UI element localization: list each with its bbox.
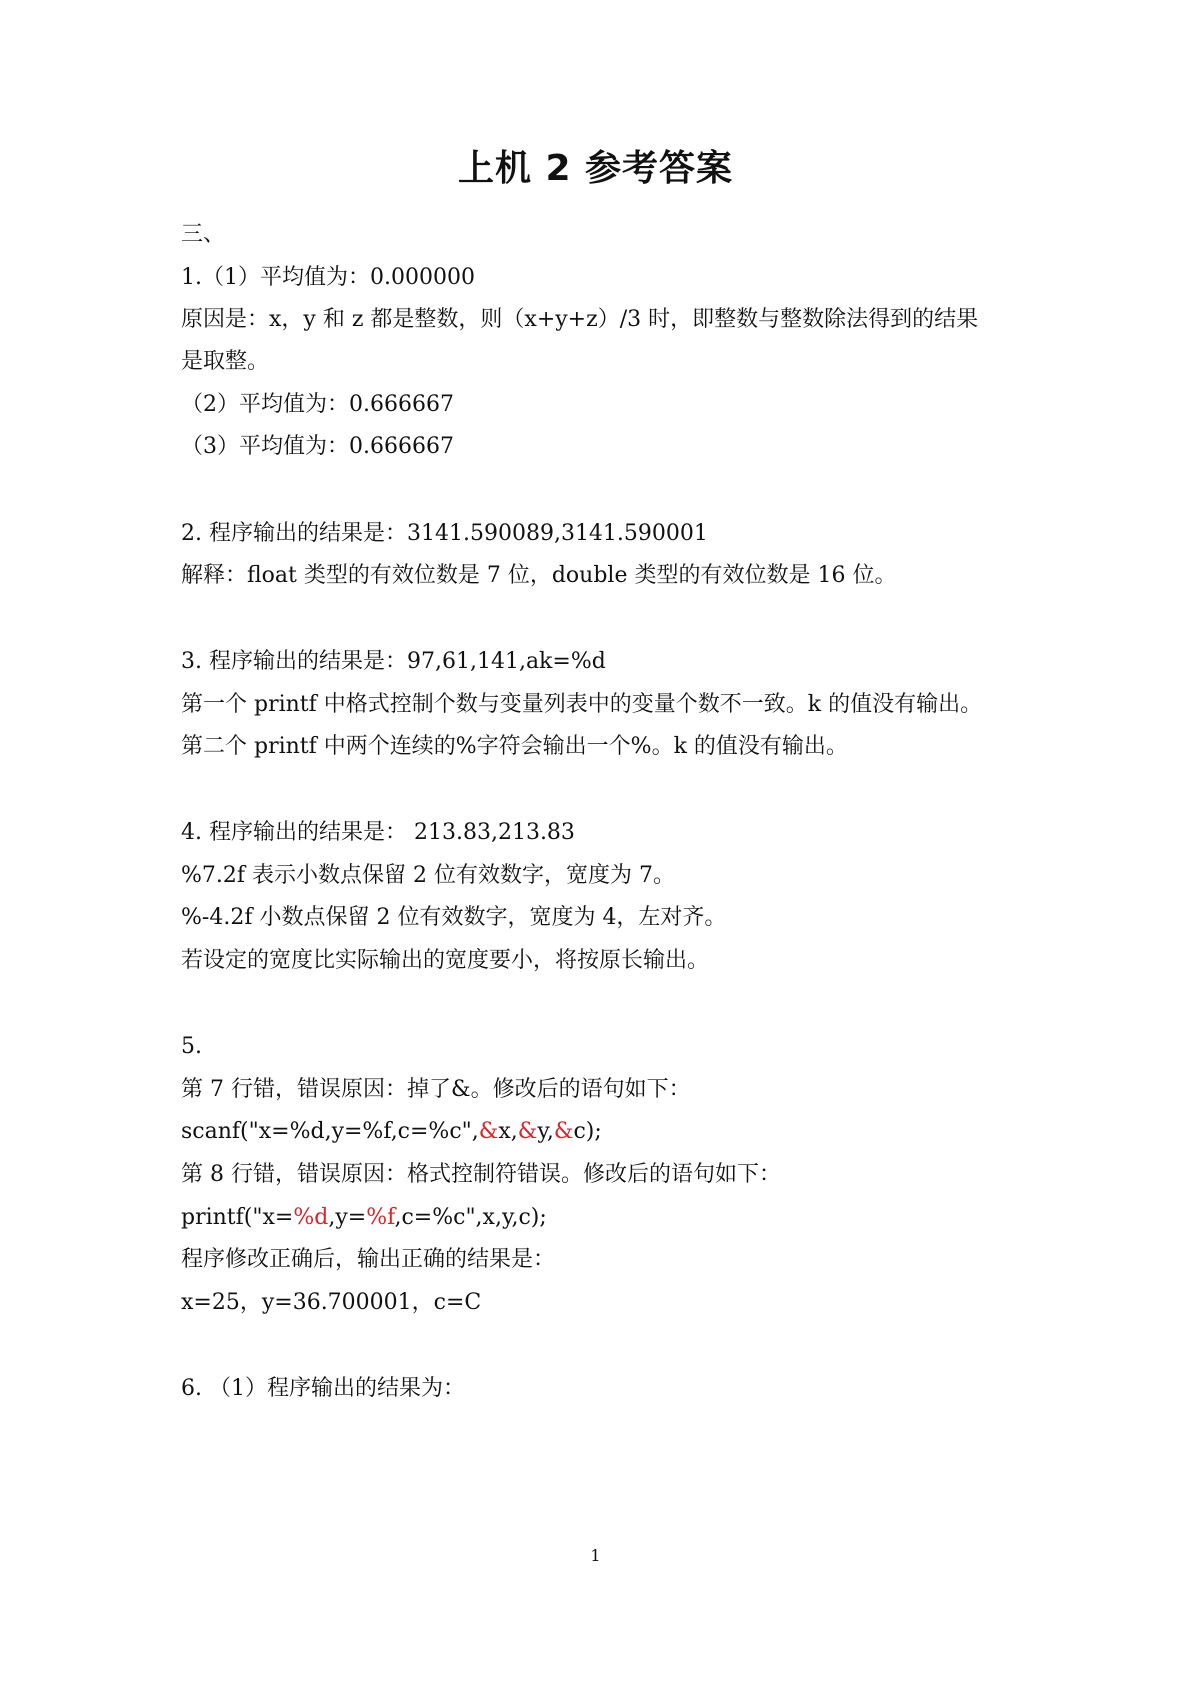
printf-code-part: printf("x=: [181, 1205, 294, 1230]
scanf-code-part: c);: [573, 1119, 602, 1144]
q3-explanation-2: 第二个 printf 中两个连续的%字符会输出一个%。k 的值没有输出。: [181, 734, 848, 759]
q1-average-3: （3）平均值为：0.666667: [181, 434, 454, 459]
q1-average-1: 1.（1）平均值为：0.000000: [181, 265, 475, 290]
page-number: 1: [590, 1546, 601, 1565]
section-heading: 三、: [181, 222, 226, 247]
printf-format-f: %f: [366, 1205, 395, 1230]
q4-explanation-2: %-4.2f 小数点保留 2 位有效数字，宽度为 4，左对齐。: [181, 905, 727, 930]
q1-reason: 原因是：x，y 和 z 都是整数，则（x+y+z）/3 时，即整数与整数除法得到的结果: [181, 307, 979, 332]
q5-error-line-8: 第 8 行错，错误原因：格式控制符错误。修改后的语句如下：: [181, 1162, 781, 1187]
printf-code-part: ,y=: [328, 1205, 367, 1230]
q6-output-label: 6. （1）程序输出的结果为：: [181, 1376, 465, 1401]
q5-fixed-scanf: [181, 1117, 1061, 1147]
q5-result-label: 程序修改正确后，输出正确的结果是：: [181, 1247, 556, 1272]
q3-output: 3. 程序输出的结果是：97,61,141,ak=%d: [181, 649, 606, 674]
q4-output: 4. 程序输出的结果是： 213.83,213.83: [181, 820, 575, 845]
q4-explanation-1: %7.2f 表示小数点保留 2 位有效数字，宽度为 7。: [181, 863, 676, 888]
q5-number: 5.: [181, 1034, 202, 1059]
printf-format-d: %d: [293, 1205, 329, 1230]
q1-reason-continued: 是取整。: [181, 349, 270, 374]
q3-explanation-1: 第一个 printf 中格式控制个数与变量列表中的变量个数不一致。k 的值没有输出。: [181, 692, 983, 717]
page-title: 上机 2 参考答案: [457, 148, 734, 189]
scanf-ampersand-x: &: [478, 1119, 499, 1144]
q5-error-line-7: 第 7 行错，错误原因：掉了&。修改后的语句如下：: [181, 1077, 691, 1102]
printf-code-part: ,c=%c",x,y,c);: [394, 1205, 547, 1230]
scanf-code-part: scanf("x=%d,y=%f,c=%c",: [181, 1119, 479, 1144]
q2-explanation: 解释：float 类型的有效位数是 7 位，double 类型的有效位数是 16 位。: [181, 563, 897, 588]
q5-fixed-printf: [181, 1203, 1061, 1233]
q5-result: x=25，y=36.700001，c=C: [181, 1290, 482, 1315]
q4-explanation-3: 若设定的宽度比实际输出的宽度要小，将按原长输出。: [181, 948, 710, 973]
scanf-code-part: y,: [537, 1119, 554, 1144]
scanf-code-part: x,: [498, 1119, 518, 1144]
scanf-ampersand-c: &: [553, 1119, 574, 1144]
q1-average-2: （2）平均值为：0.666667: [181, 392, 454, 417]
q2-output: 2. 程序输出的结果是：3141.590089,3141.590001: [181, 521, 708, 546]
scanf-ampersand-y: &: [517, 1119, 538, 1144]
